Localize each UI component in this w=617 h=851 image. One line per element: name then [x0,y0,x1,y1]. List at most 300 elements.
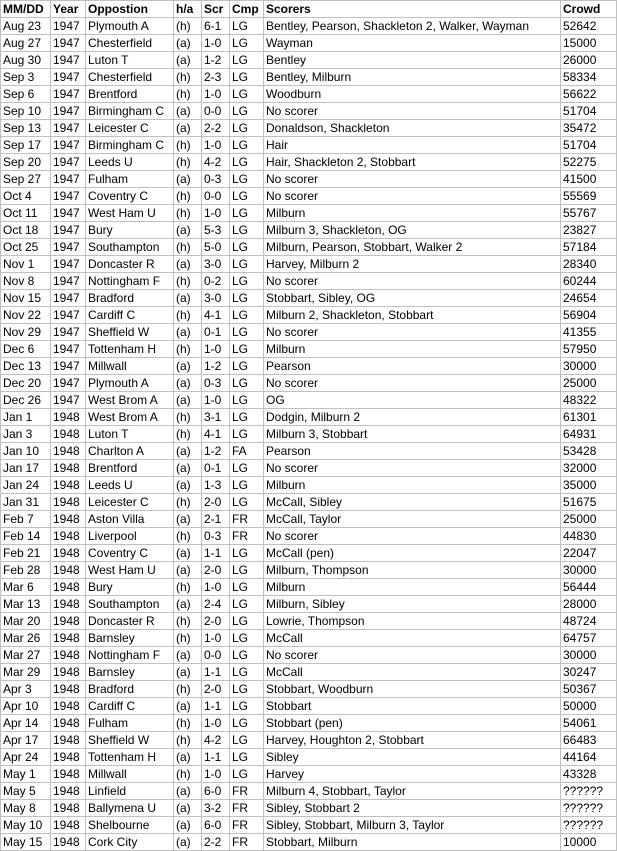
home-away-cell[interactable]: (a) [174,35,202,52]
date-cell[interactable]: Mar 27 [1,647,51,664]
crowd-cell[interactable]: 30000 [561,647,617,664]
crowd-cell[interactable]: 50367 [561,681,617,698]
home-away-cell[interactable]: (h) [174,69,202,86]
scorers-cell[interactable]: Hair [264,137,561,154]
year-cell[interactable]: 1947 [51,52,86,69]
home-away-cell[interactable]: (a) [174,647,202,664]
competition-cell[interactable]: LG [230,562,264,579]
scorers-cell[interactable]: Harvey, Houghton 2, Stobbart [264,732,561,749]
competition-cell[interactable]: LG [230,460,264,477]
date-cell[interactable]: Feb 21 [1,545,51,562]
home-away-cell[interactable]: (h) [174,205,202,222]
date-cell[interactable]: Oct 25 [1,239,51,256]
score-cell[interactable]: 2-2 [202,834,230,851]
opposition-cell[interactable]: Millwall [86,358,174,375]
date-cell[interactable]: Aug 23 [1,18,51,35]
year-cell[interactable]: 1948 [51,528,86,545]
score-cell[interactable]: 1-0 [202,392,230,409]
score-cell[interactable]: 1-2 [202,358,230,375]
scorers-cell[interactable]: Lowrie, Thompson [264,613,561,630]
competition-cell[interactable]: LG [230,35,264,52]
date-cell[interactable]: Nov 15 [1,290,51,307]
crowd-cell[interactable]: 64931 [561,426,617,443]
date-cell[interactable]: May 15 [1,834,51,851]
scorers-cell[interactable]: Dodgin, Milburn 2 [264,409,561,426]
home-away-cell[interactable]: (a) [174,290,202,307]
score-cell[interactable]: 5-3 [202,222,230,239]
score-cell[interactable]: 1-2 [202,443,230,460]
home-away-cell[interactable]: (a) [174,596,202,613]
competition-cell[interactable]: LG [230,137,264,154]
scorers-cell[interactable]: Pearson [264,358,561,375]
scorers-cell[interactable]: Stobbart [264,698,561,715]
scorers-cell[interactable]: Sibley [264,749,561,766]
header-home-away[interactable]: h/a [174,1,202,18]
scorers-cell[interactable]: Sibley, Stobbart 2 [264,800,561,817]
year-cell[interactable]: 1948 [51,698,86,715]
crowd-cell[interactable]: 24654 [561,290,617,307]
scorers-cell[interactable]: McCall (pen) [264,545,561,562]
date-cell[interactable]: Apr 10 [1,698,51,715]
date-cell[interactable]: Apr 17 [1,732,51,749]
competition-cell[interactable]: LG [230,715,264,732]
score-cell[interactable]: 0-1 [202,460,230,477]
score-cell[interactable]: 2-4 [202,596,230,613]
home-away-cell[interactable]: (h) [174,613,202,630]
crowd-cell[interactable]: 51704 [561,137,617,154]
opposition-cell[interactable]: Southampton [86,239,174,256]
year-cell[interactable]: 1948 [51,460,86,477]
year-cell[interactable]: 1948 [51,715,86,732]
crowd-cell[interactable]: 56904 [561,307,617,324]
date-cell[interactable]: Nov 1 [1,256,51,273]
scorers-cell[interactable]: No scorer [264,460,561,477]
opposition-cell[interactable]: Birmingham C [86,137,174,154]
score-cell[interactable]: 1-0 [202,766,230,783]
opposition-cell[interactable]: West Ham U [86,205,174,222]
year-cell[interactable]: 1947 [51,120,86,137]
opposition-cell[interactable]: Brentford [86,86,174,103]
scorers-cell[interactable]: No scorer [264,103,561,120]
opposition-cell[interactable]: Chesterfield [86,35,174,52]
home-away-cell[interactable]: (h) [174,239,202,256]
scorers-cell[interactable]: Milburn [264,205,561,222]
score-cell[interactable]: 1-0 [202,630,230,647]
score-cell[interactable]: 0-3 [202,528,230,545]
date-cell[interactable]: Dec 13 [1,358,51,375]
competition-cell[interactable]: LG [230,647,264,664]
scorers-cell[interactable]: Sibley, Stobbart, Milburn 3, Taylor [264,817,561,834]
date-cell[interactable]: Jan 3 [1,426,51,443]
competition-cell[interactable]: LG [230,103,264,120]
competition-cell[interactable]: FR [230,511,264,528]
opposition-cell[interactable]: Bradford [86,290,174,307]
home-away-cell[interactable]: (a) [174,103,202,120]
score-cell[interactable]: 1-0 [202,86,230,103]
scorers-cell[interactable]: McCall, Sibley [264,494,561,511]
home-away-cell[interactable]: (a) [174,562,202,579]
opposition-cell[interactable]: Leeds U [86,154,174,171]
year-cell[interactable]: 1948 [51,732,86,749]
year-cell[interactable]: 1948 [51,511,86,528]
year-cell[interactable]: 1948 [51,817,86,834]
year-cell[interactable]: 1947 [51,188,86,205]
competition-cell[interactable]: LG [230,596,264,613]
year-cell[interactable]: 1947 [51,358,86,375]
date-cell[interactable]: Jan 24 [1,477,51,494]
score-cell[interactable]: 1-2 [202,52,230,69]
competition-cell[interactable]: FR [230,817,264,834]
scorers-cell[interactable]: Bentley, Pearson, Shackleton 2, Walker, Wayman [264,18,561,35]
score-cell[interactable]: 1-0 [202,137,230,154]
home-away-cell[interactable]: (a) [174,834,202,851]
score-cell[interactable]: 4-1 [202,307,230,324]
scorers-cell[interactable]: Milburn [264,579,561,596]
opposition-cell[interactable]: Ballymena U [86,800,174,817]
date-cell[interactable]: May 10 [1,817,51,834]
score-cell[interactable]: 4-2 [202,154,230,171]
score-cell[interactable]: 1-1 [202,698,230,715]
scorers-cell[interactable]: McCall, Taylor [264,511,561,528]
competition-cell[interactable]: LG [230,426,264,443]
year-cell[interactable]: 1947 [51,18,86,35]
opposition-cell[interactable]: Barnsley [86,664,174,681]
score-cell[interactable]: 3-2 [202,800,230,817]
home-away-cell[interactable]: (h) [174,18,202,35]
competition-cell[interactable]: LG [230,392,264,409]
competition-cell[interactable]: LG [230,222,264,239]
date-cell[interactable]: Sep 27 [1,171,51,188]
crowd-cell[interactable]: 41355 [561,324,617,341]
crowd-cell[interactable]: 51704 [561,103,617,120]
score-cell[interactable]: 0-0 [202,188,230,205]
scorers-cell[interactable]: Hair, Shackleton 2, Stobbart [264,154,561,171]
year-cell[interactable]: 1948 [51,409,86,426]
competition-cell[interactable]: LG [230,239,264,256]
score-cell[interactable]: 2-0 [202,681,230,698]
score-cell[interactable]: 0-0 [202,647,230,664]
year-cell[interactable]: 1948 [51,494,86,511]
opposition-cell[interactable]: Nottingham F [86,273,174,290]
score-cell[interactable]: 1-0 [202,715,230,732]
home-away-cell[interactable]: (a) [174,817,202,834]
date-cell[interactable]: Feb 28 [1,562,51,579]
score-cell[interactable]: 1-0 [202,35,230,52]
crowd-cell[interactable]: 53428 [561,443,617,460]
home-away-cell[interactable]: (h) [174,341,202,358]
year-cell[interactable]: 1948 [51,681,86,698]
crowd-cell[interactable]: 15000 [561,35,617,52]
year-cell[interactable]: 1948 [51,630,86,647]
header-scorers[interactable]: Scorers [264,1,561,18]
date-cell[interactable]: May 8 [1,800,51,817]
year-cell[interactable]: 1948 [51,749,86,766]
scorers-cell[interactable]: Milburn [264,341,561,358]
competition-cell[interactable]: LG [230,290,264,307]
year-cell[interactable]: 1948 [51,426,86,443]
opposition-cell[interactable]: Bradford [86,681,174,698]
year-cell[interactable]: 1947 [51,222,86,239]
score-cell[interactable]: 1-1 [202,664,230,681]
date-cell[interactable]: Nov 22 [1,307,51,324]
competition-cell[interactable]: LG [230,120,264,137]
competition-cell[interactable]: LG [230,766,264,783]
home-away-cell[interactable]: (a) [174,222,202,239]
home-away-cell[interactable]: (a) [174,749,202,766]
competition-cell[interactable]: LG [230,205,264,222]
year-cell[interactable]: 1947 [51,171,86,188]
scorers-cell[interactable]: Harvey, Milburn 2 [264,256,561,273]
opposition-cell[interactable]: Chesterfield [86,69,174,86]
scorers-cell[interactable]: Milburn 3, Stobbart [264,426,561,443]
score-cell[interactable]: 1-0 [202,341,230,358]
scorers-cell[interactable]: Donaldson, Shackleton [264,120,561,137]
crowd-cell[interactable]: 35000 [561,477,617,494]
opposition-cell[interactable]: Barnsley [86,630,174,647]
opposition-cell[interactable]: Leicester C [86,494,174,511]
score-cell[interactable]: 4-1 [202,426,230,443]
opposition-cell[interactable]: Plymouth A [86,375,174,392]
crowd-cell[interactable]: 66483 [561,732,617,749]
home-away-cell[interactable]: (a) [174,800,202,817]
score-cell[interactable]: 1-1 [202,749,230,766]
date-cell[interactable]: Apr 14 [1,715,51,732]
competition-cell[interactable]: LG [230,681,264,698]
crowd-cell[interactable]: ?????? [561,783,617,800]
year-cell[interactable]: 1948 [51,766,86,783]
scorers-cell[interactable]: McCall [264,630,561,647]
home-away-cell[interactable]: (h) [174,307,202,324]
scorers-cell[interactable]: No scorer [264,171,561,188]
opposition-cell[interactable]: Cardiff C [86,698,174,715]
crowd-cell[interactable]: 48724 [561,613,617,630]
date-cell[interactable]: Nov 8 [1,273,51,290]
crowd-cell[interactable]: 41500 [561,171,617,188]
date-cell[interactable]: Aug 27 [1,35,51,52]
year-cell[interactable]: 1948 [51,545,86,562]
opposition-cell[interactable]: Coventry C [86,188,174,205]
date-cell[interactable]: Mar 29 [1,664,51,681]
year-cell[interactable]: 1948 [51,834,86,851]
year-cell[interactable]: 1948 [51,613,86,630]
opposition-cell[interactable]: Aston Villa [86,511,174,528]
crowd-cell[interactable]: 56622 [561,86,617,103]
scorers-cell[interactable]: Milburn, Pearson, Stobbart, Walker 2 [264,239,561,256]
opposition-cell[interactable]: Leeds U [86,477,174,494]
crowd-cell[interactable]: 57950 [561,341,617,358]
year-cell[interactable]: 1947 [51,341,86,358]
date-cell[interactable]: Sep 3 [1,69,51,86]
scorers-cell[interactable]: Milburn 4, Stobbart, Taylor [264,783,561,800]
year-cell[interactable]: 1947 [51,137,86,154]
score-cell[interactable]: 5-0 [202,239,230,256]
home-away-cell[interactable]: (a) [174,460,202,477]
scorers-cell[interactable]: Milburn, Sibley [264,596,561,613]
date-cell[interactable]: Sep 13 [1,120,51,137]
header-year[interactable]: Year [51,1,86,18]
crowd-cell[interactable]: 61301 [561,409,617,426]
competition-cell[interactable]: LG [230,307,264,324]
date-cell[interactable]: Apr 24 [1,749,51,766]
opposition-cell[interactable]: Millwall [86,766,174,783]
home-away-cell[interactable]: (a) [174,52,202,69]
opposition-cell[interactable]: Doncaster R [86,613,174,630]
score-cell[interactable]: 2-2 [202,120,230,137]
home-away-cell[interactable]: (h) [174,426,202,443]
home-away-cell[interactable]: (h) [174,579,202,596]
competition-cell[interactable]: FA [230,443,264,460]
crowd-cell[interactable]: 50000 [561,698,617,715]
scorers-cell[interactable]: No scorer [264,188,561,205]
year-cell[interactable]: 1948 [51,783,86,800]
score-cell[interactable]: 2-0 [202,613,230,630]
score-cell[interactable]: 0-1 [202,324,230,341]
home-away-cell[interactable]: (a) [174,324,202,341]
score-cell[interactable]: 2-0 [202,562,230,579]
score-cell[interactable]: 0-2 [202,273,230,290]
opposition-cell[interactable]: Brentford [86,460,174,477]
home-away-cell[interactable]: (a) [174,698,202,715]
opposition-cell[interactable]: Sheffield W [86,732,174,749]
date-cell[interactable]: Dec 20 [1,375,51,392]
competition-cell[interactable]: LG [230,341,264,358]
date-cell[interactable]: Jan 17 [1,460,51,477]
year-cell[interactable]: 1947 [51,273,86,290]
competition-cell[interactable]: LG [230,86,264,103]
home-away-cell[interactable]: (h) [174,681,202,698]
home-away-cell[interactable]: (a) [174,171,202,188]
scorers-cell[interactable]: Pearson [264,443,561,460]
opposition-cell[interactable]: Sheffield W [86,324,174,341]
competition-cell[interactable]: LG [230,18,264,35]
score-cell[interactable]: 2-1 [202,511,230,528]
crowd-cell[interactable]: 64757 [561,630,617,647]
year-cell[interactable]: 1947 [51,154,86,171]
date-cell[interactable]: Mar 13 [1,596,51,613]
opposition-cell[interactable]: Doncaster R [86,256,174,273]
score-cell[interactable]: 1-1 [202,545,230,562]
date-cell[interactable]: Mar 20 [1,613,51,630]
home-away-cell[interactable]: (a) [174,358,202,375]
header-date[interactable]: MM/DD [1,1,51,18]
crowd-cell[interactable]: 26000 [561,52,617,69]
competition-cell[interactable]: LG [230,698,264,715]
scorers-cell[interactable]: Milburn [264,477,561,494]
crowd-cell[interactable]: 58334 [561,69,617,86]
home-away-cell[interactable]: (h) [174,494,202,511]
crowd-cell[interactable]: 28000 [561,596,617,613]
year-cell[interactable]: 1947 [51,205,86,222]
year-cell[interactable]: 1947 [51,392,86,409]
scorers-cell[interactable]: McCall [264,664,561,681]
date-cell[interactable]: Sep 6 [1,86,51,103]
year-cell[interactable]: 1947 [51,239,86,256]
year-cell[interactable]: 1948 [51,477,86,494]
scorers-cell[interactable]: No scorer [264,647,561,664]
crowd-cell[interactable]: 10000 [561,834,617,851]
header-competition[interactable]: Cmp [230,1,264,18]
competition-cell[interactable]: LG [230,494,264,511]
crowd-cell[interactable]: ?????? [561,817,617,834]
crowd-cell[interactable]: 44830 [561,528,617,545]
home-away-cell[interactable]: (h) [174,273,202,290]
opposition-cell[interactable]: Coventry C [86,545,174,562]
competition-cell[interactable]: LG [230,188,264,205]
home-away-cell[interactable]: (a) [174,511,202,528]
crowd-cell[interactable]: 28340 [561,256,617,273]
opposition-cell[interactable]: Nottingham F [86,647,174,664]
score-cell[interactable]: 3-0 [202,256,230,273]
year-cell[interactable]: 1948 [51,664,86,681]
home-away-cell[interactable]: (h) [174,715,202,732]
score-cell[interactable]: 0-0 [202,103,230,120]
crowd-cell[interactable]: 25000 [561,375,617,392]
crowd-cell[interactable]: 57184 [561,239,617,256]
crowd-cell[interactable]: 52275 [561,154,617,171]
scorers-cell[interactable]: OG [264,392,561,409]
competition-cell[interactable]: LG [230,477,264,494]
opposition-cell[interactable]: Leicester C [86,120,174,137]
scorers-cell[interactable]: No scorer [264,324,561,341]
date-cell[interactable]: Oct 4 [1,188,51,205]
crowd-cell[interactable]: 55569 [561,188,617,205]
home-away-cell[interactable]: (a) [174,545,202,562]
opposition-cell[interactable]: Birmingham C [86,103,174,120]
date-cell[interactable]: Jan 31 [1,494,51,511]
crowd-cell[interactable]: 54061 [561,715,617,732]
scorers-cell[interactable]: Milburn, Thompson [264,562,561,579]
scorers-cell[interactable]: Bentley, Milburn [264,69,561,86]
home-away-cell[interactable]: (a) [174,783,202,800]
opposition-cell[interactable]: Bury [86,579,174,596]
date-cell[interactable]: Apr 3 [1,681,51,698]
year-cell[interactable]: 1947 [51,324,86,341]
competition-cell[interactable]: LG [230,409,264,426]
score-cell[interactable]: 1-3 [202,477,230,494]
date-cell[interactable]: Oct 11 [1,205,51,222]
home-away-cell[interactable]: (a) [174,120,202,137]
competition-cell[interactable]: LG [230,358,264,375]
competition-cell[interactable]: LG [230,324,264,341]
date-cell[interactable]: Aug 30 [1,52,51,69]
home-away-cell[interactable]: (a) [174,375,202,392]
competition-cell[interactable]: FR [230,800,264,817]
date-cell[interactable]: May 5 [1,783,51,800]
scorers-cell[interactable]: Stobbart, Sibley, OG [264,290,561,307]
score-cell[interactable]: 4-2 [202,732,230,749]
date-cell[interactable]: Nov 29 [1,324,51,341]
crowd-cell[interactable]: ?????? [561,800,617,817]
header-opposition[interactable]: Oppostion [86,1,174,18]
date-cell[interactable]: Feb 7 [1,511,51,528]
year-cell[interactable]: 1948 [51,443,86,460]
year-cell[interactable]: 1948 [51,579,86,596]
score-cell[interactable]: 6-0 [202,783,230,800]
year-cell[interactable]: 1947 [51,375,86,392]
date-cell[interactable]: Dec 26 [1,392,51,409]
date-cell[interactable]: Mar 6 [1,579,51,596]
crowd-cell[interactable]: 55767 [561,205,617,222]
home-away-cell[interactable]: (a) [174,392,202,409]
crowd-cell[interactable]: 51675 [561,494,617,511]
score-cell[interactable]: 0-3 [202,171,230,188]
date-cell[interactable]: Dec 6 [1,341,51,358]
opposition-cell[interactable]: West Brom A [86,392,174,409]
opposition-cell[interactable]: Southampton [86,596,174,613]
score-cell[interactable]: 0-3 [202,375,230,392]
scorers-cell[interactable]: Bentley [264,52,561,69]
date-cell[interactable]: Sep 10 [1,103,51,120]
